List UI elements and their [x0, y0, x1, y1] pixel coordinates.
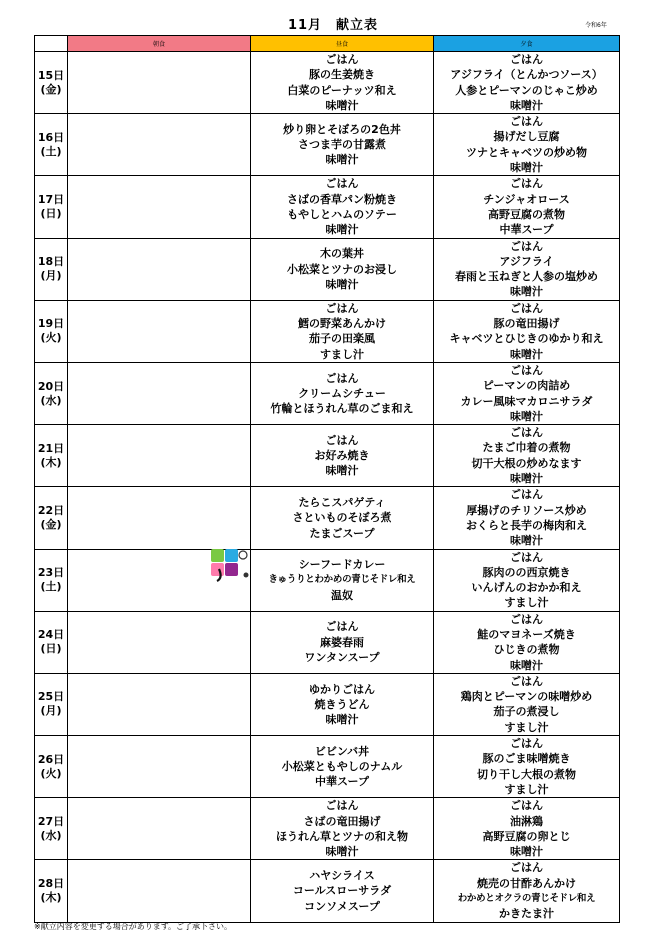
- dinner-item: 茄子の煮浸し: [493, 705, 560, 719]
- day-cell: [35, 798, 68, 860]
- lunch-item: 味噌汁: [325, 153, 359, 167]
- dinner-cell: [434, 549, 620, 611]
- dinner-item: ごはん: [510, 550, 543, 564]
- dinner-item: 鶏肉とピーマンの味噌炒め: [460, 690, 593, 704]
- day-weekday: (日): [40, 642, 62, 656]
- dinner-cell: [434, 238, 620, 300]
- lunch-item: 温奴: [331, 588, 353, 602]
- day-cell: [35, 425, 68, 487]
- lunch-item: さつま芋の甘露煮: [298, 138, 386, 152]
- day-date: 21日: [37, 441, 65, 455]
- dinner-item: 切り干し大根の煮物: [477, 767, 576, 781]
- day-cell: [35, 362, 68, 424]
- dinner-item: ひじきの煮物: [493, 643, 560, 657]
- lunch-item: ごはん: [325, 53, 359, 66]
- day-date: 25日: [37, 690, 65, 704]
- day-date: 15日: [37, 68, 65, 82]
- dinner-cell: [434, 52, 620, 114]
- dinner-item: 切干大根の炒めなます: [471, 456, 582, 470]
- menu-row: [35, 549, 620, 611]
- day-weekday: (月): [40, 704, 62, 718]
- dinner-item: ツナとキャベツの炒め物: [466, 145, 587, 159]
- lunch-item: 味噌汁: [325, 277, 359, 291]
- dinner-item: 中華スープ: [499, 223, 554, 237]
- lunch-cell: [251, 860, 434, 922]
- breakfast-cell: [68, 487, 251, 549]
- dinner-item: 豚のごま味噌焼き: [482, 752, 571, 766]
- dinner-item: 味噌汁: [510, 347, 543, 361]
- dinner-item: すまし汁: [504, 720, 549, 734]
- dinner-item: ごはん: [510, 861, 543, 875]
- menu-table: [34, 35, 620, 923]
- day-weekday: (月): [40, 269, 62, 283]
- day-weekday: (木): [40, 891, 62, 905]
- dinner-item: ピーマンの肉詰め: [482, 379, 571, 393]
- dinner-item: アジフライ（とんかつソース）: [450, 68, 603, 82]
- day-cell: [35, 673, 68, 735]
- dinner-item: アジフライ: [499, 254, 554, 268]
- lunch-item: さといものそぼろ煮: [292, 511, 392, 525]
- lunch-cell: [251, 736, 434, 798]
- day-date: 27日: [37, 814, 65, 828]
- lunch-item: ワンタンスープ: [304, 650, 380, 664]
- day-cell: [35, 487, 68, 549]
- day-cell: [35, 176, 68, 238]
- lunch-item: クリームシチュー: [298, 386, 386, 400]
- breakfast-cell: [68, 238, 251, 300]
- dinner-cell: [434, 300, 620, 362]
- lunch-item: ほうれん草とツナの和え物: [276, 829, 408, 843]
- day-weekday: (木): [40, 455, 62, 469]
- header-row: [35, 36, 620, 52]
- day-weekday: (土): [40, 144, 62, 158]
- dinner-item: ごはん: [510, 239, 543, 253]
- header-breakfast: 朝食: [68, 36, 251, 52]
- dinner-cell: [434, 611, 620, 673]
- dinner-item: ごはん: [510, 53, 543, 66]
- day-weekday: (水): [40, 828, 62, 842]
- day-date: 23日: [37, 566, 65, 580]
- lunch-item: 豚の生姜焼き: [309, 68, 375, 82]
- dinner-item: おくらと長芋の梅肉和え: [466, 518, 587, 532]
- dinner-item: 鮭のマヨネーズ焼き: [477, 627, 576, 641]
- day-date: 19日: [37, 317, 65, 331]
- breakfast-cell: [68, 611, 251, 673]
- day-date: 26日: [37, 752, 65, 766]
- dinner-cell: [434, 798, 620, 860]
- lunch-item: 白菜のピーナッツ和え: [287, 83, 397, 97]
- menu-row: [35, 611, 620, 673]
- lunch-item: さばの竜田揚げ: [303, 814, 381, 828]
- dinner-item: かきたま汁: [499, 907, 554, 921]
- dinner-item: ごはん: [510, 363, 543, 377]
- lunch-cell: [251, 362, 434, 424]
- day-cell: [35, 52, 68, 114]
- lunch-item: 鱈の野菜あんかけ: [298, 317, 386, 331]
- dinner-item: 油淋鶏: [510, 814, 543, 828]
- day-date: 18日: [37, 255, 65, 269]
- lunch-cell: [251, 673, 434, 735]
- dinner-item: 味噌汁: [510, 98, 543, 112]
- dinner-item: ごはん: [510, 799, 543, 813]
- dinner-item: ごはん: [510, 177, 543, 191]
- dinner-item: カレー風味マカロニサラダ: [460, 394, 593, 408]
- dinner-item: 豚肉のの西京焼き: [482, 565, 571, 579]
- menu-row: [35, 238, 620, 300]
- dinner-item: すまし汁: [504, 596, 549, 610]
- day-cell: [35, 549, 68, 611]
- dinner-item: 味噌汁: [510, 472, 543, 486]
- dinner-item: 味噌汁: [510, 161, 543, 175]
- lunch-item: たらこスパゲティ: [298, 495, 386, 509]
- dinner-item: チンジャオロース: [483, 192, 570, 206]
- lunch-item: コールスローサラダ: [292, 884, 392, 898]
- lunch-item: 炒り卵とそぼろの2色丼: [283, 122, 401, 136]
- lunch-cell: [251, 238, 434, 300]
- dinner-item: 味噌汁: [510, 534, 543, 548]
- lunch-item: 味噌汁: [325, 713, 359, 727]
- dinner-item: 焼売の甘酢あんかけ: [477, 876, 576, 890]
- era-label: 令和6年: [585, 22, 607, 29]
- menu-row: [35, 673, 620, 735]
- dinner-item: ごはん: [510, 674, 543, 688]
- dinner-item: ごはん: [510, 612, 543, 626]
- lunch-item: ごはん: [325, 620, 359, 634]
- header-date-cell: [35, 36, 68, 52]
- lunch-cell: [251, 114, 434, 176]
- dinner-item: すまし汁: [504, 782, 549, 796]
- breakfast-cell: [68, 362, 251, 424]
- dinner-item: 春雨と玉ねぎと人参の塩炒め: [455, 270, 598, 284]
- day-cell: [35, 238, 68, 300]
- day-weekday: (金): [40, 517, 62, 531]
- day-weekday: (火): [40, 331, 62, 345]
- lunch-item: すまし汁: [320, 347, 364, 361]
- day-cell: [35, 860, 68, 922]
- dinner-item: 高野豆腐の煮物: [488, 207, 565, 221]
- page-title: 11月 献立表: [287, 18, 379, 33]
- lunch-item: 味噌汁: [325, 223, 359, 237]
- lunch-item: きゅうりとわかめの青じそドレ和え: [268, 574, 416, 586]
- lunch-item: さばの香草パン粉焼き: [287, 192, 397, 206]
- lunch-cell: [251, 798, 434, 860]
- dinner-cell: [434, 736, 620, 798]
- menu-row: [35, 798, 620, 860]
- breakfast-cell: [68, 176, 251, 238]
- menu-row: [35, 362, 620, 424]
- day-weekday: (土): [40, 580, 62, 594]
- lunch-cell: [251, 611, 434, 673]
- dinner-cell: [434, 362, 620, 424]
- menu-row: [35, 52, 620, 114]
- dinner-item: 味噌汁: [510, 409, 543, 423]
- header-lunch: 昼食: [251, 36, 434, 52]
- lunch-item: ごはん: [325, 433, 359, 447]
- menu-row: [35, 176, 620, 238]
- dinner-item: いんげんのおかか和え: [471, 581, 582, 595]
- lunch-item: 味噌汁: [325, 845, 359, 859]
- lunch-item: たまごスープ: [309, 526, 375, 540]
- dinner-item: ごはん: [510, 426, 543, 440]
- lunch-cell: [251, 549, 434, 611]
- dinner-cell: [434, 425, 620, 487]
- lunch-item: 竹輪とほうれん草のごま和え: [270, 402, 414, 416]
- thanks-stamp-icon: [210, 548, 252, 582]
- breakfast-cell: [68, 300, 251, 362]
- dinner-item: 厚揚げのチリソース炒め: [466, 503, 587, 517]
- lunch-item: 中華スープ: [315, 775, 369, 789]
- lunch-item: 小松菜ともやしのナムル: [281, 760, 403, 773]
- lunch-item: コンソメスープ: [304, 899, 380, 913]
- lunch-cell: [251, 425, 434, 487]
- dinner-item: ごはん: [510, 301, 543, 315]
- lunch-item: 麻婆春雨: [320, 635, 364, 649]
- lunch-item: 味噌汁: [325, 98, 359, 112]
- lunch-item: ごはん: [325, 799, 359, 813]
- lunch-item: ビビンバ丼: [314, 744, 370, 758]
- breakfast-cell: [68, 736, 251, 798]
- day-weekday: (金): [40, 82, 62, 96]
- day-date: 17日: [37, 192, 65, 206]
- lunch-cell: [251, 300, 434, 362]
- lunch-item: ゆかりごはん: [309, 682, 375, 696]
- breakfast-cell: [68, 52, 251, 114]
- menu-row: [35, 860, 620, 922]
- dinner-item: 味噌汁: [510, 658, 543, 672]
- dinner-item: ごはん: [510, 488, 543, 502]
- day-date: 28日: [37, 877, 65, 891]
- dinner-item: 人参とピーマンのじゃこ炒め: [455, 83, 598, 97]
- menu-row: [35, 300, 620, 362]
- dinner-item: 味噌汁: [510, 845, 543, 859]
- breakfast-cell: [68, 114, 251, 176]
- breakfast-cell: [68, 425, 251, 487]
- lunch-item: ごはん: [325, 371, 359, 385]
- lunch-item: ハヤシライス: [309, 869, 375, 883]
- day-cell: [35, 300, 68, 362]
- footnote: ※献立内容を変更する場合があります。ご了承下さい。: [34, 922, 233, 931]
- dinner-cell: [434, 487, 620, 549]
- dinner-item: ごはん: [510, 737, 543, 751]
- breakfast-cell: [68, 860, 251, 922]
- lunch-item: お好み焼き: [314, 449, 370, 463]
- lunch-cell: [251, 176, 434, 238]
- lunch-item: 木の葉丼: [320, 247, 364, 261]
- lunch-item: もやしとハムのソテー: [287, 207, 397, 221]
- breakfast-cell: [68, 673, 251, 735]
- lunch-cell: [251, 487, 434, 549]
- dinner-item: 味噌汁: [510, 285, 543, 299]
- lunch-cell: [251, 52, 434, 114]
- lunch-item: 茄子の田楽風: [309, 332, 375, 346]
- day-date: 20日: [37, 379, 65, 393]
- menu-row: [35, 487, 620, 549]
- day-cell: [35, 611, 68, 673]
- dinner-cell: [434, 114, 620, 176]
- day-date: 22日: [37, 503, 65, 517]
- lunch-item: 焼きうどん: [314, 697, 370, 711]
- day-cell: [35, 114, 68, 176]
- dinner-cell: [434, 176, 620, 238]
- day-weekday: (水): [40, 393, 62, 407]
- dinner-item: キャベツとひじきのゆかり和え: [449, 332, 604, 346]
- day-date: 16日: [37, 130, 65, 144]
- dinner-cell: [434, 860, 620, 922]
- dinner-cell: [434, 673, 620, 735]
- dinner-item: ごはん: [510, 115, 543, 129]
- dinner-item: わかめとオクラの青じそドレ和え: [457, 893, 596, 905]
- day-cell: [35, 736, 68, 798]
- lunch-item: ごはん: [325, 301, 359, 315]
- menu-row: [35, 114, 620, 176]
- day-date: 24日: [37, 628, 65, 642]
- dinner-item: たまご巾着の煮物: [482, 441, 571, 455]
- dinner-item: 高野豆腐の卵とじ: [482, 829, 571, 843]
- day-weekday: (火): [40, 766, 62, 780]
- breakfast-cell: [68, 798, 251, 860]
- header-dinner: 夕食: [434, 36, 620, 52]
- dinner-item: 揚げだし豆腐: [493, 130, 560, 144]
- dinner-item: 豚の竜田揚げ: [493, 317, 560, 331]
- menu-row: [35, 425, 620, 487]
- menu-row: [35, 736, 620, 798]
- lunch-item: 小松菜とツナのお浸し: [287, 262, 397, 276]
- lunch-item: 味噌汁: [325, 464, 359, 478]
- day-weekday: (日): [40, 206, 62, 220]
- lunch-item: ごはん: [325, 177, 359, 191]
- lunch-item: シーフードカレー: [298, 558, 386, 572]
